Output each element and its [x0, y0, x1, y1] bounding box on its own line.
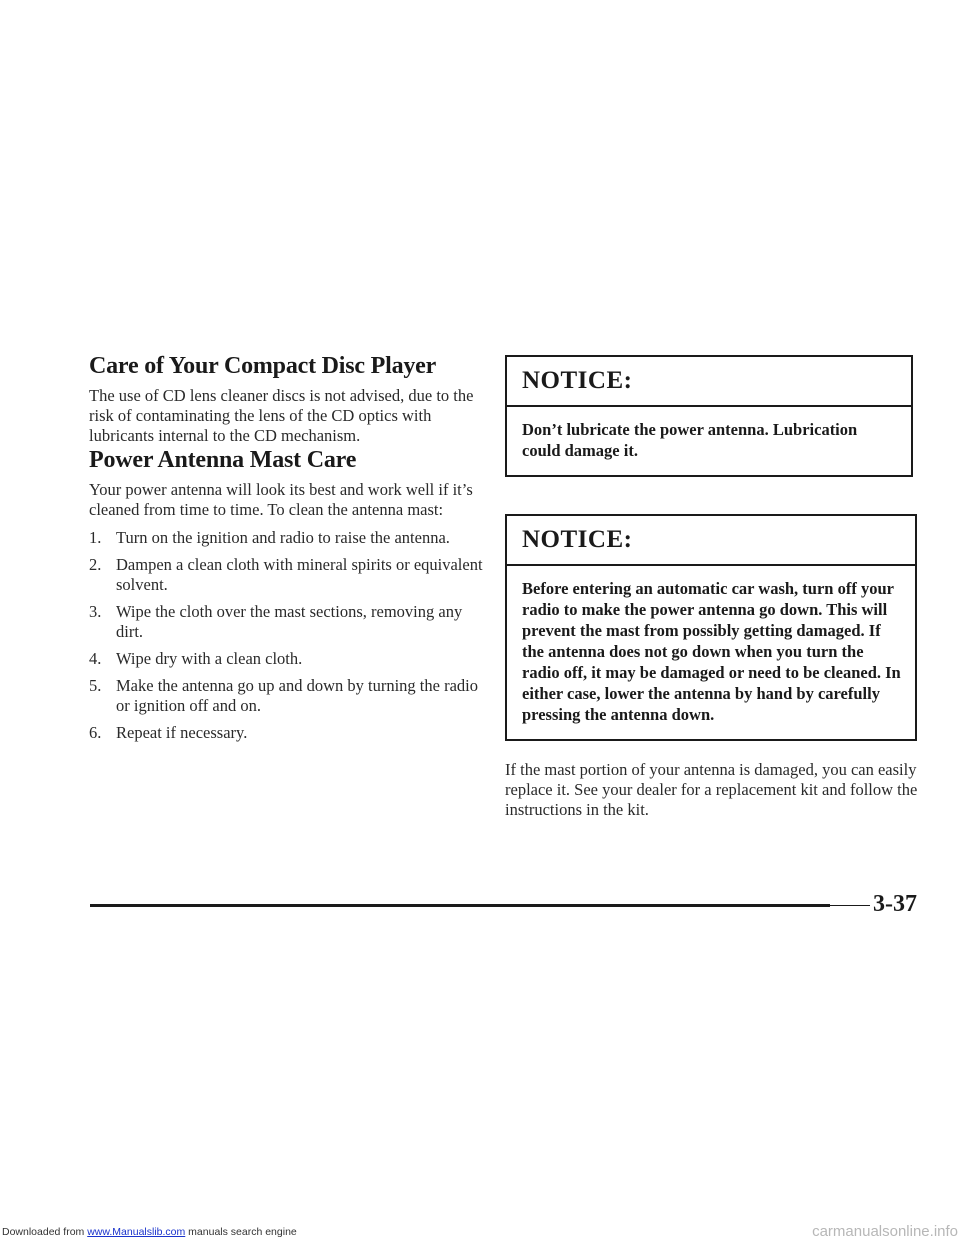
step-text: Repeat if necessary.: [116, 723, 248, 742]
list-item: [89, 602, 489, 642]
step-text: Turn on the ignition and radio to raise the antenna.: [116, 528, 450, 547]
mast-replacement-text: If the mast portion of your antenna is damaged, you can easily replace it. See your dealer for a replacement kit and follow the instructions in the kit.: [505, 760, 918, 819]
step-number: 6.: [89, 723, 102, 742]
step-number: 3.: [89, 602, 102, 621]
step-text: Make the antenna go up and down by turning the radio or ignition off and on.: [116, 676, 478, 715]
right-column: [505, 355, 917, 820]
step-number: 5.: [89, 676, 102, 695]
cd-player-heading: Care of Your Compact Disc Player: [89, 353, 437, 379]
footer-divider-tail: [830, 905, 870, 906]
list-item: [89, 555, 489, 595]
step-number: 2.: [89, 555, 102, 574]
page-number: 3-37: [873, 891, 917, 917]
manualslib-link[interactable]: www.Manualslib.com: [87, 1226, 186, 1238]
list-item: [89, 649, 489, 669]
left-column: [89, 352, 489, 750]
watermark: carmanualsonline.info: [812, 1223, 958, 1240]
list-item: [89, 528, 489, 548]
step-text: Wipe dry with a clean cloth.: [116, 649, 303, 668]
step-number: 1.: [89, 528, 102, 547]
antenna-intro-text: Your power antenna will look its best and work well if it’s cleaned from time to time. To clean the antenna mast:: [89, 480, 473, 519]
download-footer: [2, 1226, 297, 1239]
notice-body: Don’t lubricate the power antenna. Lubrication could damage it.: [522, 420, 858, 460]
antenna-heading: Power Antenna Mast Care: [89, 447, 357, 473]
footer-divider: [90, 904, 830, 907]
step-number: 4.: [89, 649, 102, 668]
cd-player-text: The use of CD lens cleaner discs is not advised, due to the risk of contaminating the lens of the CD optics with lubricants internal to the CD mechanism.: [89, 386, 474, 445]
notice-box-lubrication: [505, 355, 913, 477]
step-text: Wipe the cloth over the mast sections, removing any dirt.: [116, 602, 463, 641]
notice-title: NOTICE:: [507, 516, 915, 566]
cleaning-steps-list: [89, 528, 489, 743]
list-item: [89, 676, 489, 716]
footer-prefix: Downloaded from: [2, 1226, 88, 1238]
notice-box-car-wash: [505, 514, 917, 741]
notice-body: Before entering an automatic car wash, turn off your radio to make the power antenna go down. This will prevent the mast from possibly getting damaged. If the antenna does not go down when you turn the radio off, it may be damaged or need to be cleaned. In either case, lower the antenna by hand by carefully pressing the antenna down.: [522, 579, 901, 724]
list-item: [89, 723, 489, 743]
notice-title: NOTICE:: [507, 357, 911, 407]
footer-suffix: manuals search engine: [185, 1226, 297, 1238]
step-text: Dampen a clean cloth with mineral spirits or equivalent solvent.: [116, 555, 483, 594]
